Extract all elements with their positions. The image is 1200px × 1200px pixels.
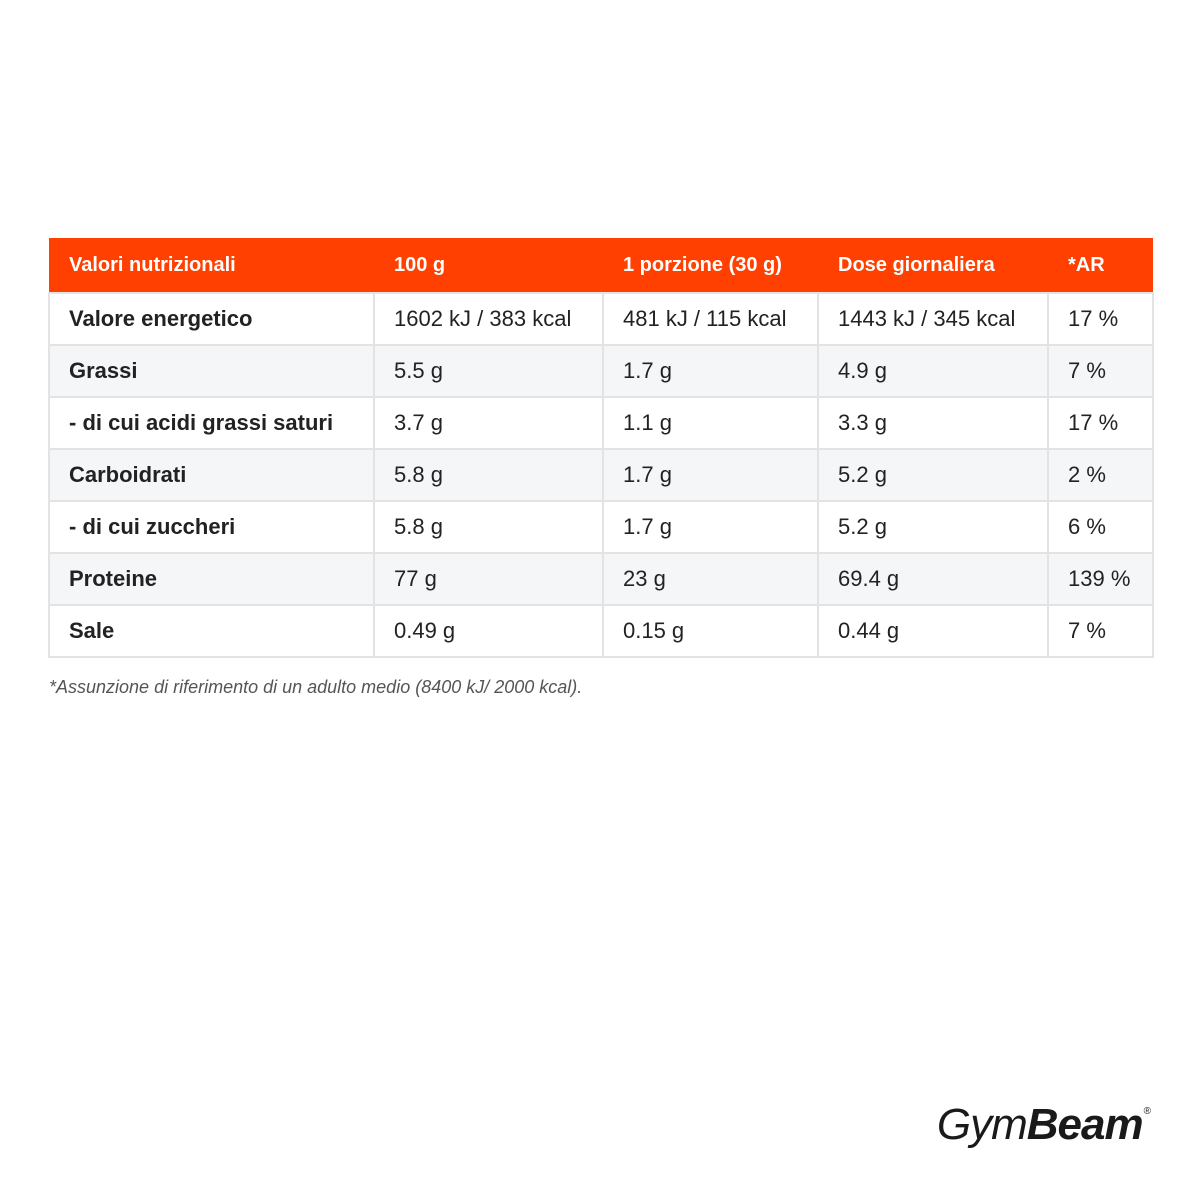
row-label: Carboidrati <box>49 449 374 501</box>
logo-text-beam: Beam <box>1026 1100 1143 1149</box>
cell-per-serving: 23 g <box>603 553 818 605</box>
table-row <box>49 605 1153 657</box>
cell-reference-intake: 17 % <box>1048 293 1153 345</box>
cell-daily-dose: 5.2 g <box>818 501 1048 553</box>
row-label: Valore energetico <box>49 293 374 345</box>
cell-per-serving: 0.15 g <box>603 605 818 657</box>
header-daily-dose: Dose giornaliera <box>818 238 1048 293</box>
cell-per-serving: 1.7 g <box>603 449 818 501</box>
header-reference-intake: *AR <box>1048 238 1153 293</box>
header-nutrient: Valori nutrizionali <box>49 238 374 293</box>
row-label: - di cui acidi grassi saturi <box>49 397 374 449</box>
cell-daily-dose: 3.3 g <box>818 397 1048 449</box>
cell-daily-dose: 5.2 g <box>818 449 1048 501</box>
logo-text-gym: Gym <box>936 1100 1027 1149</box>
cell-per-100g: 1602 kJ / 383 kcal <box>374 293 603 345</box>
table-row <box>49 345 1153 397</box>
cell-per-serving: 481 kJ / 115 kcal <box>603 293 818 345</box>
cell-per-serving: 1.7 g <box>603 345 818 397</box>
table-row <box>49 293 1153 345</box>
table-row <box>49 449 1153 501</box>
cell-per-100g: 5.5 g <box>374 345 603 397</box>
header-per-100g: 100 g <box>374 238 603 293</box>
cell-per-serving: 1.7 g <box>603 501 818 553</box>
table-row <box>49 553 1153 605</box>
cell-per-100g: 5.8 g <box>374 449 603 501</box>
cell-reference-intake: 139 % <box>1048 553 1153 605</box>
cell-per-100g: 3.7 g <box>374 397 603 449</box>
cell-reference-intake: 17 % <box>1048 397 1153 449</box>
cell-daily-dose: 1443 kJ / 345 kcal <box>818 293 1048 345</box>
row-label: Sale <box>49 605 374 657</box>
cell-per-100g: 5.8 g <box>374 501 603 553</box>
cell-per-100g: 0.49 g <box>374 605 603 657</box>
registered-mark: ® <box>1143 1106 1150 1117</box>
row-label: Proteine <box>49 553 374 605</box>
header-per-serving: 1 porzione (30 g) <box>603 238 818 293</box>
cell-per-100g: 77 g <box>374 553 603 605</box>
nutrition-table <box>48 238 1154 658</box>
cell-reference-intake: 2 % <box>1048 449 1153 501</box>
cell-reference-intake: 7 % <box>1048 605 1153 657</box>
table-row <box>49 397 1153 449</box>
row-label: Grassi <box>49 345 374 397</box>
gymbeam-logo <box>937 1100 1150 1150</box>
table-header-row <box>49 238 1153 293</box>
cell-per-serving: 1.1 g <box>603 397 818 449</box>
cell-reference-intake: 6 % <box>1048 501 1153 553</box>
table-row <box>49 501 1153 553</box>
reference-intake-footnote: *Assunzione di riferimento di un adulto medio (8400 kJ/ 2000 kcal). <box>49 677 583 697</box>
cell-reference-intake: 7 % <box>1048 345 1153 397</box>
cell-daily-dose: 69.4 g <box>818 553 1048 605</box>
cell-daily-dose: 0.44 g <box>818 605 1048 657</box>
row-label: - di cui zuccheri <box>49 501 374 553</box>
cell-daily-dose: 4.9 g <box>818 345 1048 397</box>
